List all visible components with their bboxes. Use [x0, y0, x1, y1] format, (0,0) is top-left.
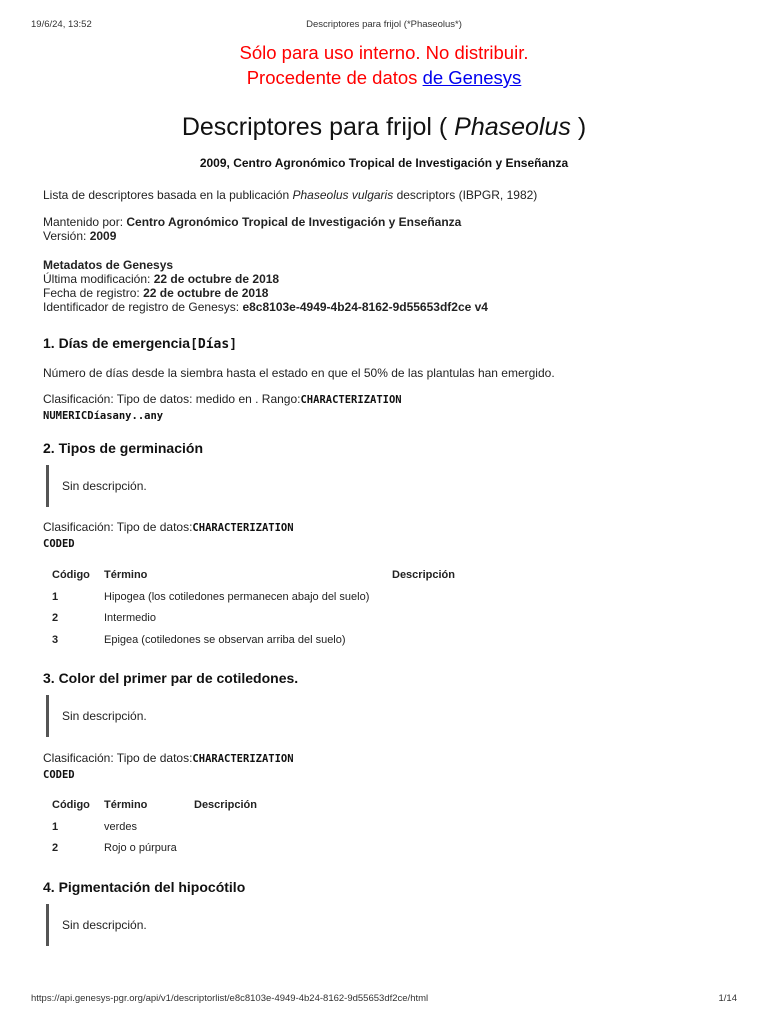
genesys-link[interactable]: de Genesys	[422, 67, 522, 88]
section-4-heading: 4. Pigmentación del hipocótilo	[43, 879, 246, 895]
table-row-code: 2	[52, 612, 59, 624]
last-modified	[43, 272, 488, 286]
section-1-title: 1. Días de emergencia	[43, 335, 191, 351]
section-3-heading: 3. Color del primer par de cotiledones.	[43, 670, 299, 686]
column-header-code: Código	[52, 799, 90, 811]
maintained-by	[43, 215, 461, 229]
column-header-code: Código	[52, 569, 90, 581]
page-number: 1/14	[718, 993, 737, 1004]
section-4-description: Sin descripción.	[46, 904, 147, 946]
intro-text	[43, 188, 537, 202]
print-datetime: 19/6/24, 13:52	[31, 19, 92, 30]
document-subtitle: 2009, Centro Agronómico Tropical de Investigación y Enseñanza	[199, 156, 569, 170]
table-row-code: 2	[52, 842, 59, 854]
genesys-metadata	[43, 258, 488, 314]
section-3-classification	[43, 750, 294, 783]
version-label: Versión:	[43, 229, 90, 243]
table-row-term: verdes	[104, 821, 138, 833]
section-2-description: Sin descripción.	[46, 465, 147, 507]
identifier-label: Identificador de registro de Genesys:	[43, 300, 243, 314]
table-row-code: 1	[52, 821, 59, 833]
version	[43, 229, 461, 243]
metadata-heading: Metadatos de Genesys	[43, 258, 174, 272]
section-1-classification	[43, 391, 402, 424]
section-2-heading: 2. Tipos de germinación	[43, 440, 204, 456]
section-1-description: Número de días desde la siembra hasta el estado en que el 50% de las plantulas han emergido.	[43, 366, 555, 380]
print-url: https://api.genesys-pgr.org/api/v1/descriptorlist/e8c8103e-4949-4b24-8162-9d55653df2ce/html	[31, 993, 429, 1004]
table-row-term: Rojo o púrpura	[104, 842, 177, 854]
maintainer-info	[43, 215, 461, 243]
column-header-description: Descripción	[194, 799, 257, 811]
section-1-heading	[43, 335, 237, 352]
classification-text: Clasificación: Tipo de datos:	[43, 751, 193, 765]
registry-identifier	[43, 300, 488, 314]
table-row-term: Intermedio	[104, 612, 156, 624]
table-row-term: Epigea (cotiledones se observan arriba del suelo)	[104, 634, 346, 646]
print-page-title: Descriptores para frijol (*Phaseolus*)	[306, 19, 462, 30]
classification-code: CHARACTERIZATION	[300, 394, 402, 406]
classification-text: Clasificación: Tipo de datos: medido en . Rango:	[43, 392, 301, 406]
table-row-code: 1	[52, 591, 59, 603]
document-title	[0, 113, 768, 142]
intro-suffix: descriptors (IBPGR, 1982)	[393, 188, 538, 202]
classification-code: CHARACTERIZATION	[192, 522, 294, 534]
identifier-value: e8c8103e-4949-4b24-8162-9d55653df2ce v4	[242, 300, 488, 314]
section-1-unit-code: [Días]	[190, 337, 238, 352]
column-header-term: Término	[104, 569, 148, 581]
version-value: 2009	[89, 229, 117, 243]
section-3-description: Sin descripción.	[46, 695, 147, 737]
notice-line-1: Sólo para uso interno. No distribuir.	[239, 42, 529, 63]
registration-date-value: 22 de octubre de 2018	[143, 286, 269, 300]
data-type-code: CODED	[43, 538, 75, 550]
registration-date-label: Fecha de registro:	[43, 286, 144, 300]
classification-text: Clasificación: Tipo de datos:	[43, 520, 193, 534]
title-suffix: )	[570, 113, 587, 141]
title-genus: Phaseolus	[454, 113, 571, 141]
title-prefix: Descriptores para frijol (	[181, 113, 455, 141]
column-header-term: Término	[104, 799, 148, 811]
column-header-description: Descripción	[392, 569, 455, 581]
notice-source-text: Procedente de datos	[246, 67, 423, 88]
intro-prefix: Lista de descriptores basada en la publicación	[43, 188, 293, 202]
intro-species: Phaseolus vulgaris	[292, 188, 394, 202]
last-modified-value: 22 de octubre de 2018	[153, 272, 280, 286]
table-row-code: 3	[52, 634, 59, 646]
last-modified-label: Última modificación:	[43, 272, 154, 286]
data-type-code: CODED	[43, 769, 75, 781]
classification-code: CHARACTERIZATION	[192, 753, 294, 765]
section-2-classification	[43, 519, 294, 552]
registration-date	[43, 286, 488, 300]
notice-line-2	[0, 65, 768, 90]
maintained-value: Centro Agronómico Tropical de Investigación y Enseñanza	[126, 215, 462, 229]
internal-use-notice	[0, 40, 768, 90]
maintained-label: Mantenido por:	[43, 215, 127, 229]
table-row-term: Hipogea (los cotiledones permanecen abajo del suelo)	[104, 591, 370, 603]
data-type-code: NUMERICDíasany..any	[43, 410, 164, 422]
